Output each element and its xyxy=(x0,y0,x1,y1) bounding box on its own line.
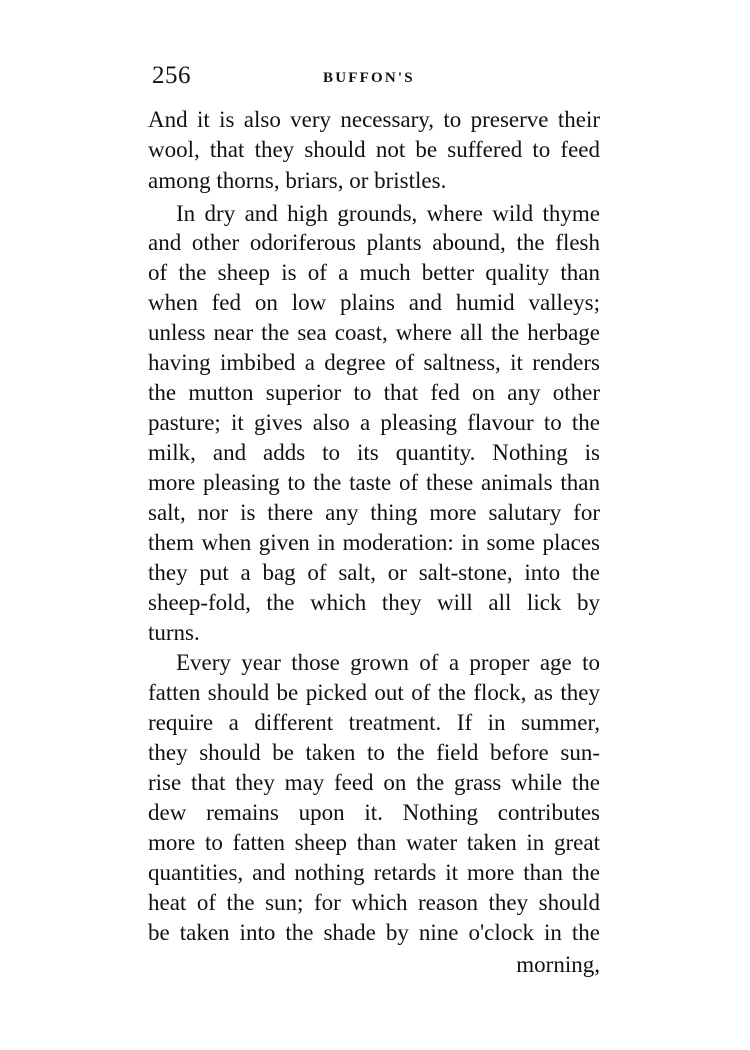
text-line: they should be taken to the field before sun- xyxy=(148,740,600,765)
text-line: of the sheep is of a much better quality than xyxy=(148,260,600,285)
text-line: wool, that they should not be suffered to feed xyxy=(148,137,600,162)
text-line: having imbibed a degree of saltness, it renders xyxy=(148,350,600,375)
text-line: milk, and adds to its quantity. Nothing is xyxy=(148,440,600,465)
text-line: them when given in moderation: in some places xyxy=(148,530,600,555)
text-line: pasture; it gives also a pleasing flavour to the xyxy=(148,410,600,435)
catchword: morning, xyxy=(516,952,600,977)
page-number: 256 xyxy=(152,62,191,89)
text-line: more to fatten sheep than water taken in great xyxy=(148,830,600,855)
text-line: more pleasing to the taste of these animals than xyxy=(148,470,600,495)
text-line: among thorns, briars, or bristles. xyxy=(148,168,447,193)
text-line: salt, nor is there any thing more salutary for xyxy=(148,500,600,525)
text-line: quantities, and nothing retards it more than the xyxy=(148,860,600,885)
text-line: sheep-fold, the which they will all lick by xyxy=(148,590,600,615)
text-line: the mutton superior to that fed on any other xyxy=(148,380,600,405)
text-line: fatten should be picked out of the flock, as they xyxy=(148,680,600,705)
text-line: they put a bag of salt, or salt-stone, into the xyxy=(148,560,600,585)
paragraph-first-line: Every year those grown of a proper age to xyxy=(176,650,600,675)
text-line: dew remains upon it. Nothing contributes xyxy=(148,800,600,825)
text-line: require a different treatment. If in summer, xyxy=(148,710,600,735)
text-line: And it is also very necessary, to preserve their xyxy=(148,107,600,132)
text-line: turns. xyxy=(148,620,200,645)
text-line: unless near the sea coast, where all the herbage xyxy=(148,320,600,345)
text-line: be taken into the shade by nine o'clock in the xyxy=(148,920,600,945)
paragraph-first-line: In dry and high grounds, where wild thyme xyxy=(176,201,600,226)
text-line: and other odoriferous plants abound, the flesh xyxy=(148,230,600,255)
text-line: when fed on low plains and humid valleys; xyxy=(148,290,600,315)
running-head: BUFFON'S xyxy=(323,70,415,86)
text-line: rise that they may feed on the grass while the xyxy=(148,770,600,795)
text-line: heat of the sun; for which reason they should xyxy=(148,890,600,915)
